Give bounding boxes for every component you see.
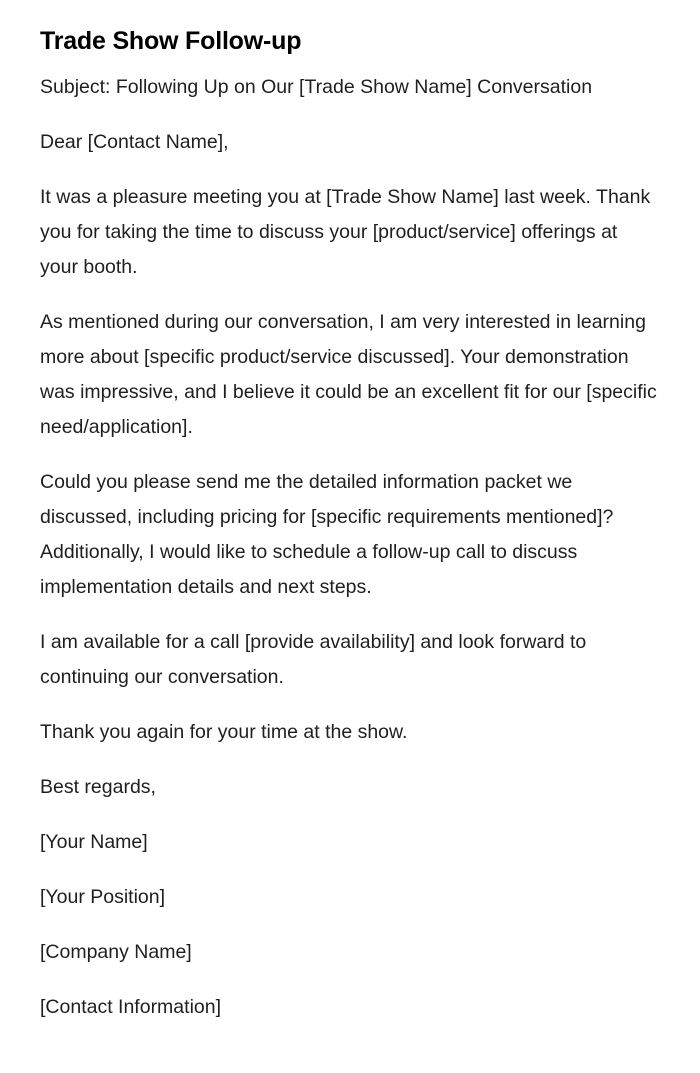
closing: Best regards, — [40, 776, 156, 798]
signature-company: [Company Name] — [40, 941, 192, 963]
body-paragraph-2: As mentioned during our conversation, I am very interested in learning more about [specific product/service discussed]. Your demonstration was impressive, and I believe it could be an excellent fit for our [specific need/application]. — [40, 311, 657, 438]
salutation: Dear [Contact Name], — [40, 131, 229, 153]
body-paragraph-4: I am available for a call [provide availability] and look forward to continuing our conversation. — [40, 631, 587, 688]
signature-contact: [Contact Information] — [40, 996, 222, 1018]
body-paragraph-3: Could you please send me the detailed information packet we discussed, including pricing for [specific requirements mentioned]? Additionally, I would like to schedule a follow-up call to discuss implementation details and next steps. — [40, 471, 614, 598]
document-title: Trade Show Follow-up — [40, 27, 302, 55]
email-subject: Subject: Following Up on Our [Trade Show Name] Conversation — [40, 76, 593, 98]
signature-position: [Your Position] — [40, 886, 166, 908]
signature-name: [Your Name] — [40, 831, 148, 853]
body-paragraph-5: Thank you again for your time at the show. — [40, 721, 408, 743]
body-paragraph-1: It was a pleasure meeting you at [Trade Show Name] last week. Thank you for taking the time to discuss your [product/service] offerings at your booth. — [40, 186, 651, 278]
